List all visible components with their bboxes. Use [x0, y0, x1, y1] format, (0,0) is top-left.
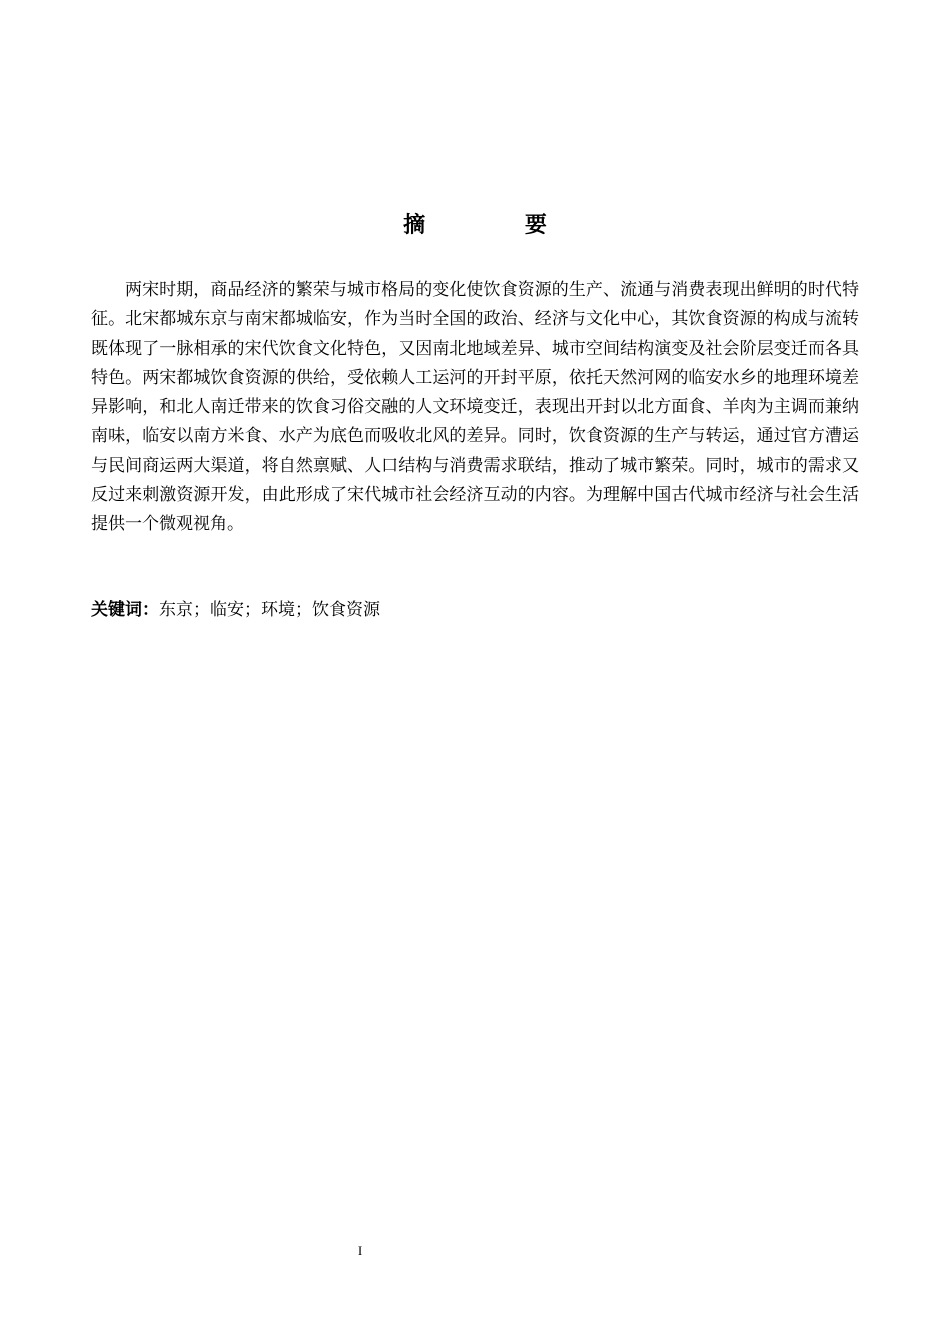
abstract-title: 摘 要 [403, 213, 593, 238]
page-number: I [357, 1243, 363, 1258]
abstract-body: 两宋时期，商品经济的繁荣与城市格局的变化使饮食资源的生产、流通与消费表现出鲜明的时代特征。北宋都城东京与南宋都城临安，作为当时全国的政治、经济与文化中心，其饮食资源的构成与流转既体现了一脉相承的宋代饮食文化特色，又因南北地域差异、城市空间结构演变及社会阶层变迁而各具特色。两宋都城饮食资源的供给，受依赖人工运河的开封平原，依托天然河网的临安水乡的地理环境差异影响，和北人南迁带来的饮食习俗交融的人文环境变迁，表现出开封以北方面食、羊肉为主调而兼纳南味，临安以南方米食、水产为底色而吸收北风的差异。同时，饮食资源的生产与转运，通过官方漕运与民间商运两大渠道，将自然禀赋、人口结构与消费需求联结，推动了城市繁荣。同时，城市的需求又反过来刺激资源开发，由此形成了宋代城市社会经济互动的内容。为理解中国古代城市经济与社会生活提供一个微观视角。 [91, 280, 859, 535]
keywords-line [91, 596, 859, 625]
keywords-value: 东京；临安；环境；饮食资源 [159, 600, 380, 620]
keywords-label: 关键词： [91, 600, 159, 620]
